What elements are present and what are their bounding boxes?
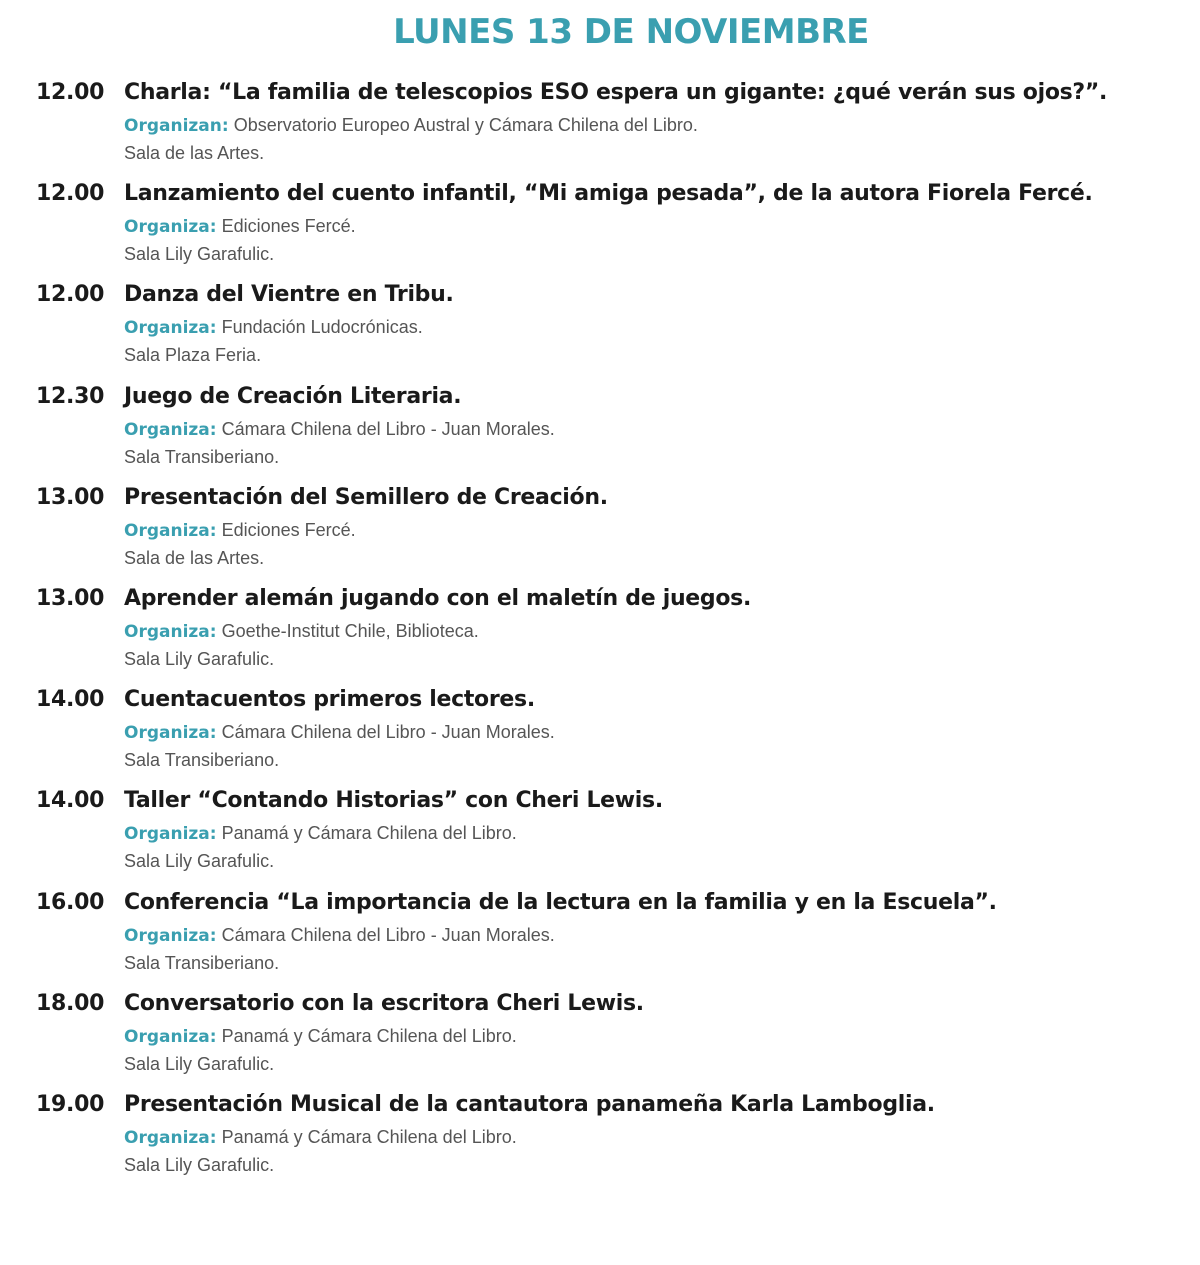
organizer-label: Organiza: (124, 318, 217, 339)
event-item (36, 1092, 1186, 1193)
organizer-name: Goethe-Institut Chile, Biblioteca. (216, 620, 479, 641)
organizer-label: Organiza: (124, 1026, 217, 1047)
event-time: 14.00 (36, 788, 105, 814)
event-time: 13.00 (36, 484, 105, 510)
organizer-name: Cámara Chilena del Libro - Juan Morales. (216, 418, 555, 439)
organizer-name: Ediciones Fercé. (216, 519, 356, 540)
event-room: Sala Lily Garafulic. (124, 851, 275, 872)
event-organizer (124, 317, 423, 338)
event-time: 12.00 (36, 181, 105, 207)
organizer-label: Organiza: (124, 824, 217, 845)
event-time: 13.00 (36, 585, 105, 611)
organizer-name: Ediciones Fercé. (216, 216, 356, 237)
event-time: 18.00 (36, 990, 105, 1016)
event-item (36, 890, 1186, 991)
organizer-name: Cámara Chilena del Libro - Juan Morales. (216, 924, 555, 945)
event-list (36, 80, 1186, 1193)
event-room: Sala de las Artes. (124, 143, 265, 163)
event-time: 19.00 (36, 1091, 105, 1117)
event-item (36, 80, 1186, 181)
event-time: 12.30 (36, 383, 105, 409)
organizer-label: Organiza: (124, 723, 217, 744)
organizer-name: Panamá y Cámara Chilena del Libro. (216, 1025, 517, 1046)
event-room: Sala Lily Garafulic. (124, 244, 275, 265)
event-room: Sala Plaza Feria. (124, 345, 262, 366)
event-organizer (124, 216, 356, 237)
event-title: Charla: “La familia de telescopios ESO espera un gigante: ¿qué verán sus ojos?”. (124, 80, 1108, 105)
event-title: Taller “Contando Historias” con Cheri Lewis. (124, 788, 663, 814)
event-room: Sala Lily Garafulic. (124, 1154, 275, 1175)
event-time: 12.00 (36, 282, 105, 308)
event-item (36, 282, 1186, 383)
event-title: Aprender alemán jugando con el maletín de juegos. (124, 585, 752, 611)
event-item (36, 788, 1186, 889)
event-time: 12.00 (36, 80, 105, 105)
organizer-label: Organiza: (124, 925, 217, 946)
organizer-label: Organiza: (124, 419, 217, 440)
event-organizer (124, 1026, 517, 1047)
event-item (36, 384, 1186, 485)
organizer-label: Organiza: (124, 520, 217, 541)
event-title: Conferencia “La importancia de la lectura en la familia y en la Escuela”. (124, 889, 997, 915)
event-title: Presentación Musical de la cantautora panameña Karla Lamboglia. (124, 1091, 935, 1117)
organizer-name: Fundación Ludocrónicas. (216, 317, 423, 338)
organizer-label: Organiza: (124, 217, 217, 238)
organizer-name: Cámara Chilena del Libro - Juan Morales. (216, 722, 555, 743)
event-room: Sala de las Artes. (124, 547, 265, 568)
event-organizer (124, 722, 555, 743)
event-room: Sala Transiberiano. (124, 750, 280, 771)
event-item (36, 991, 1186, 1092)
event-organizer (124, 1127, 517, 1148)
event-item (36, 485, 1186, 586)
organizer-name: Panamá y Cámara Chilena del Libro. (216, 823, 517, 844)
organizer-name: Observatorio Europeo Austral y Cámara Chilena del Libro. (228, 115, 698, 135)
event-title: Danza del Vientre en Tribu. (124, 282, 454, 308)
event-organizer (124, 925, 555, 946)
organizer-label: Organiza: (124, 621, 217, 642)
organizer-label: Organizan: (124, 116, 229, 136)
event-time: 16.00 (36, 889, 105, 915)
event-organizer (124, 621, 479, 642)
event-room: Sala Transiberiano. (124, 446, 280, 467)
event-title: Conversatorio con la escritora Cheri Lewis. (124, 990, 644, 1016)
event-title: Juego de Creación Literaria. (124, 383, 462, 409)
event-organizer (124, 520, 356, 541)
event-title: Cuentacuentos primeros lectores. (124, 687, 535, 713)
event-item (36, 586, 1186, 687)
event-room: Sala Transiberiano. (124, 952, 280, 973)
event-organizer (124, 115, 698, 136)
event-title: Presentación del Semillero de Creación. (124, 484, 608, 510)
event-item (36, 687, 1186, 788)
event-organizer (124, 823, 517, 844)
event-room: Sala Lily Garafulic. (124, 648, 275, 669)
event-room: Sala Lily Garafulic. (124, 1053, 275, 1074)
organizer-label: Organiza: (124, 1127, 217, 1148)
organizer-name: Panamá y Cámara Chilena del Libro. (216, 1126, 517, 1147)
event-time: 14.00 (36, 687, 105, 713)
event-item (36, 181, 1186, 282)
page-title: LUNES 13 DE NOVIEMBRE (393, 12, 869, 52)
event-organizer (124, 419, 555, 440)
event-title: Lanzamiento del cuento infantil, “Mi amiga pesada”, de la autora Fiorela Fercé. (124, 181, 1093, 207)
